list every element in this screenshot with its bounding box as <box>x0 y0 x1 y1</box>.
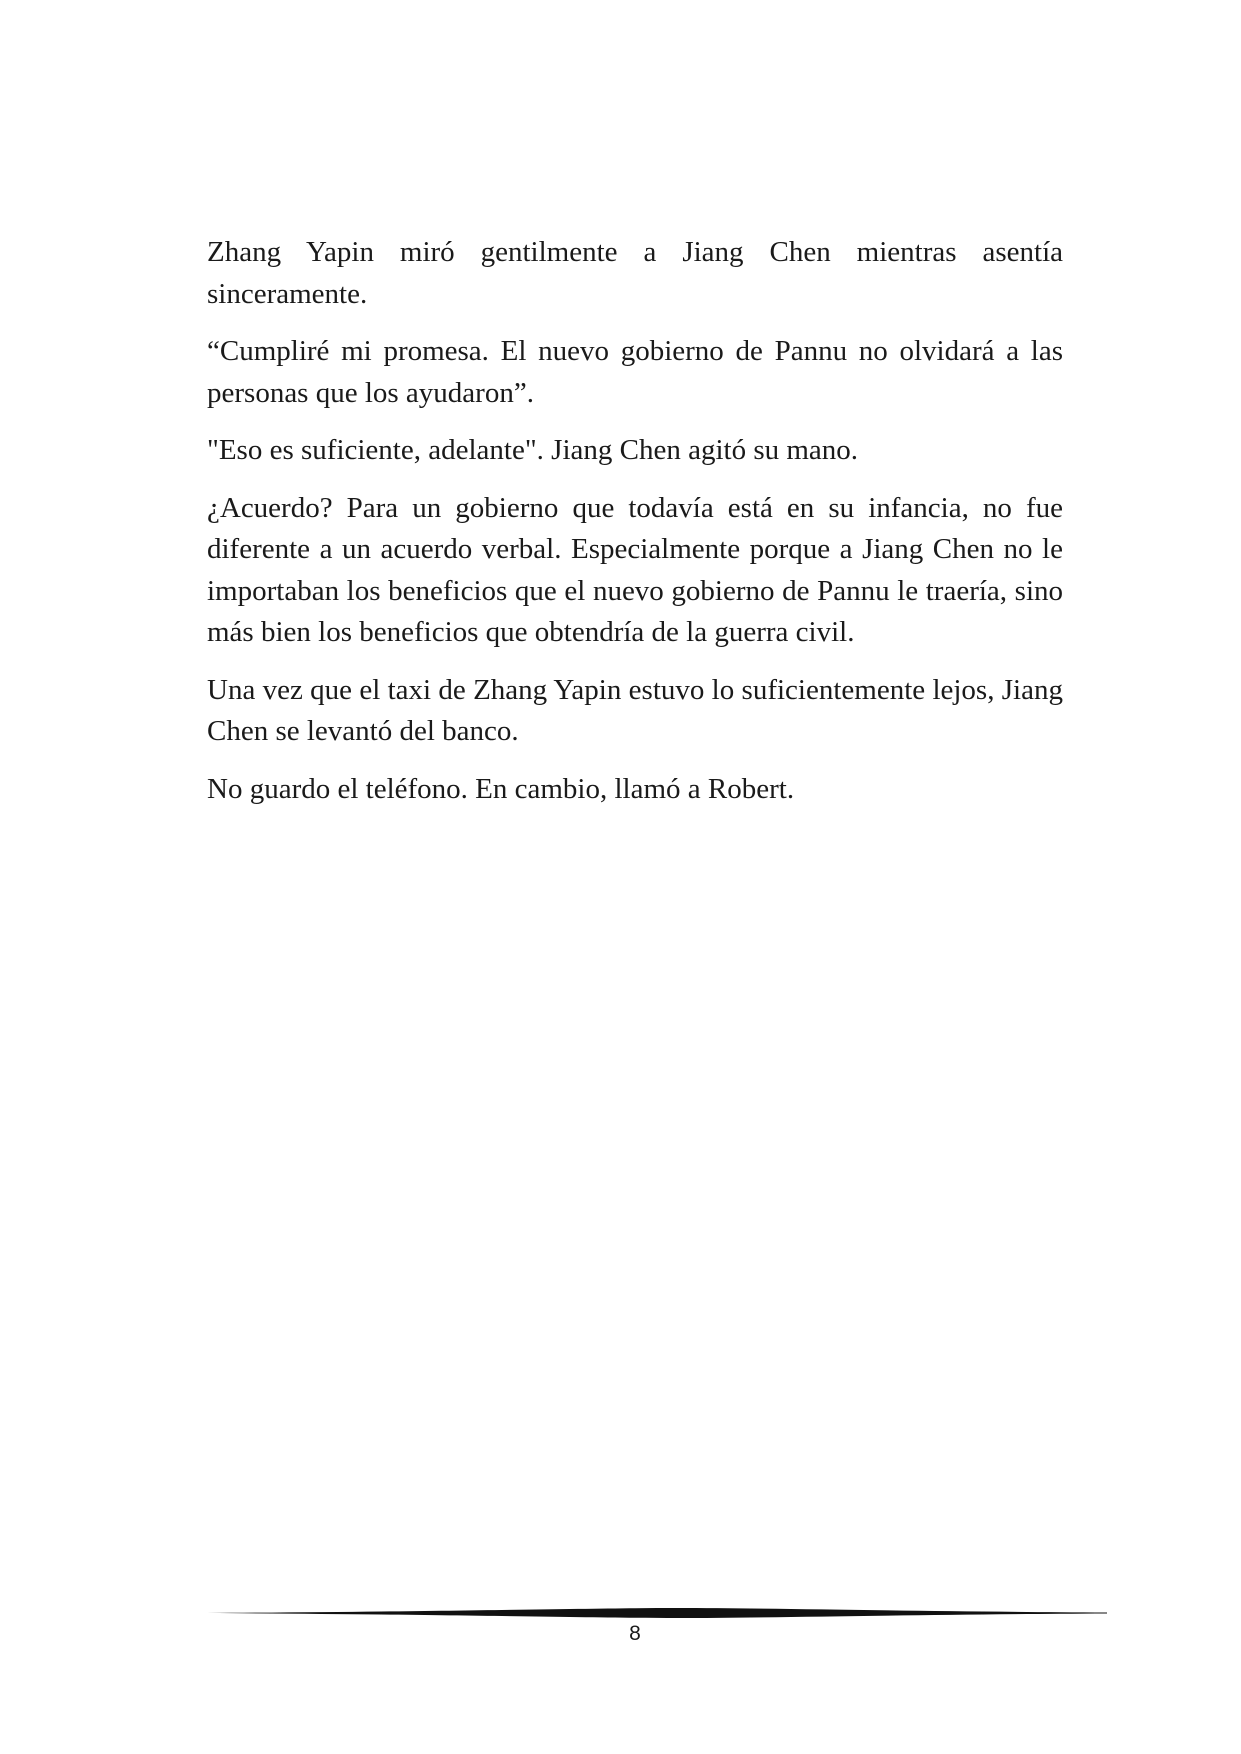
paragraph-4: ¿Acuerdo? Para un gobierno que todavía está en su infancia, no fue diferente a un acuerdo verbal. Especialmente porque a Jiang Chen no le importaban los beneficios que el nuevo gobierno de Pannu le traería, sino más bien los beneficios que obtendría de la guerra civil. <box>207 491 1063 648</box>
paragraph-5: Una vez que el taxi de Zhang Yapin estuvo lo suficientemente lejos, Jiang Chen se levantó del banco. <box>207 673 1063 747</box>
page-number: 8 <box>629 1622 641 1645</box>
page-body <box>207 232 1063 826</box>
paragraph-1: Zhang Yapin miró gentilmente a Jiang Chen mientras asentía sinceramente. <box>207 236 1063 310</box>
footer-divider <box>207 1606 1107 1620</box>
paragraph-3: "Eso es suficiente, adelante". Jiang Chen agitó su mano. <box>207 434 859 466</box>
paragraph-2: “Cumpliré mi promesa. El nuevo gobierno de Pannu no olvidará a las personas que los ayudaron”. <box>207 335 1063 409</box>
paragraph-6: No guardo el teléfono. En cambio, llamó a Robert. <box>207 772 795 805</box>
